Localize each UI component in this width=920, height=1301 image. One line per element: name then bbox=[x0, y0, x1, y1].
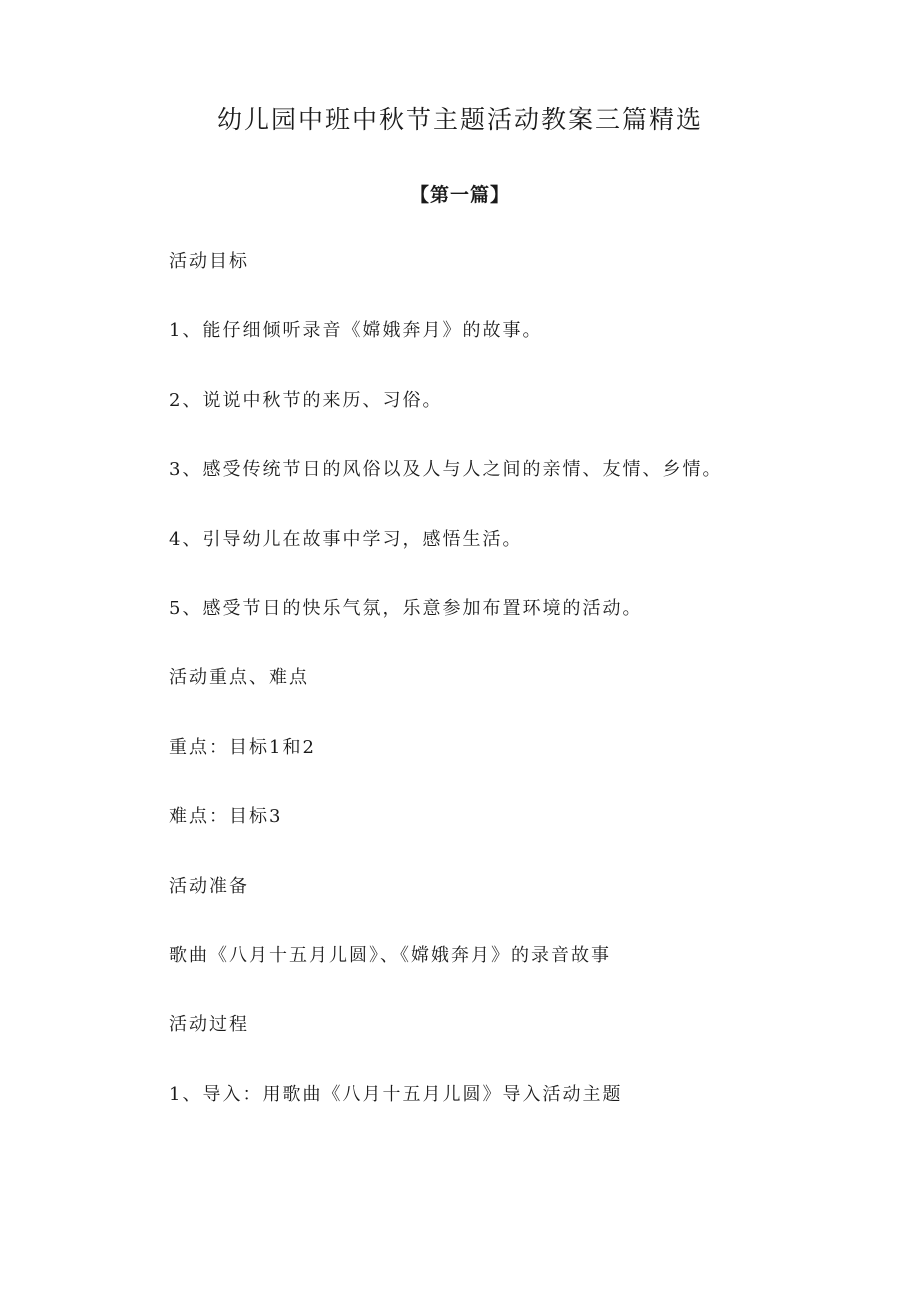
document-body bbox=[169, 247, 889, 1149]
heading-preparation: 活动准备 bbox=[169, 875, 249, 897]
preparation-item: 歌曲《八月十五月儿圆》、《嫦娥奔月》的录音故事 bbox=[169, 944, 611, 966]
heading-process: 活动过程 bbox=[169, 1014, 249, 1036]
difficult-point: 难点：目标3 bbox=[169, 806, 283, 828]
goal-item-1: 1、能仔细倾听录音《嫦娥奔月》的故事。 bbox=[169, 320, 543, 342]
heading-key-points: 活动重点、难点 bbox=[169, 667, 309, 689]
goal-item-4: 4、引导幼儿在故事中学习，感悟生活。 bbox=[169, 528, 523, 550]
goal-item-2: 2、说说中秋节的来历、习俗。 bbox=[169, 389, 443, 411]
document-title: 幼儿园中班中秋节主题活动教案三篇精选 bbox=[216, 105, 703, 134]
goal-item-5: 5、感受节日的快乐气氛，乐意参加布置环境的活动。 bbox=[169, 597, 643, 619]
heading-activity-goals: 活动目标 bbox=[169, 251, 249, 272]
process-step-1: 1、导入：用歌曲《八月十五月儿圆》导入活动主题 bbox=[169, 1083, 623, 1105]
section-title: 【第一篇】 bbox=[409, 184, 510, 206]
goal-item-3: 3、感受传统节日的风俗以及人与人之间的亲情、友情、乡情。 bbox=[169, 459, 723, 481]
key-point: 重点：目标1和2 bbox=[169, 736, 316, 758]
